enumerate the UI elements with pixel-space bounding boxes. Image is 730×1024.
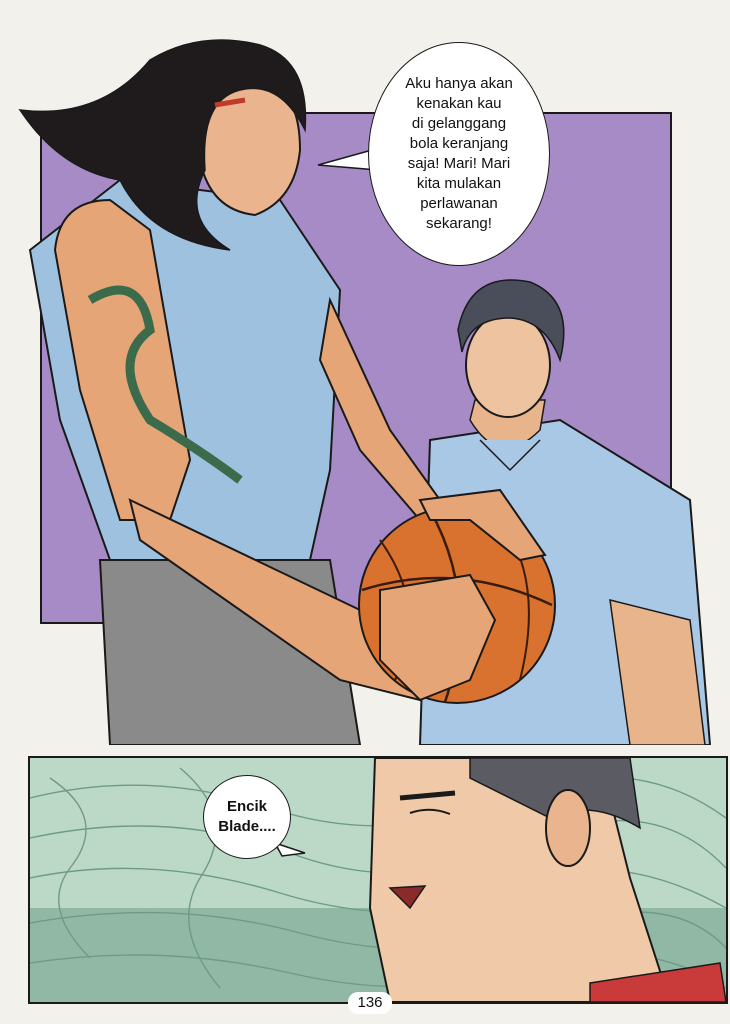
speech-text-encik-blade: Encik Blade....: [218, 798, 276, 835]
speech-text-blade: Aku hanya akan kenakan kau di gelanggang bola keranjang saja! Mari! Mari kita mulakan perlawanan sekarang!: [405, 75, 513, 232]
speech-bubble-encik-blade: [203, 775, 291, 859]
bottom-panel: [28, 756, 728, 1004]
page-number: 136: [348, 992, 392, 1014]
speech-bubble-blade: [368, 42, 550, 266]
bottom-panel-art: [30, 758, 726, 1002]
